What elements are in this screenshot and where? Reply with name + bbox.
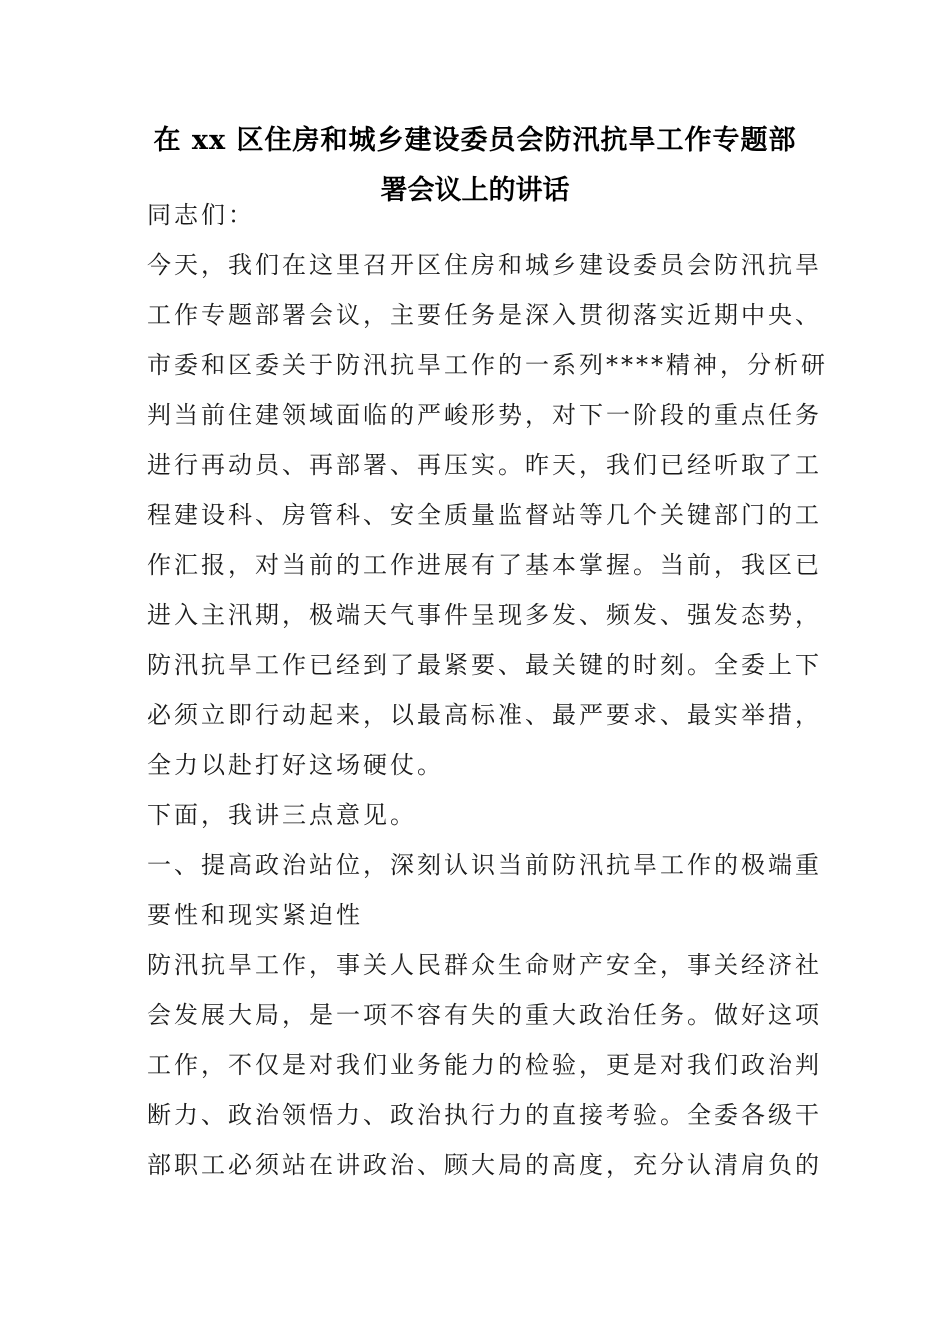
body-line: 必须立即行动起来，以最高标准、最严要求、最实举措， (147, 701, 822, 729)
body-line: 程建设科、房管科、安全质量监督站等几个关键部门的工 (147, 501, 822, 529)
body-line: 会发展大局，是一项不容有失的重大政治任务。做好这项 (147, 1001, 822, 1029)
body-line: 判当前住建领域面临的严峻形势，对下一阶段的重点任务 (147, 401, 822, 429)
salutation: 同志们： (147, 201, 255, 229)
body-line: 断力、政治领悟力、政治执行力的直接考验。全委各级干 (147, 1101, 822, 1129)
section-heading-line: 要性和现实紧迫性 (147, 901, 363, 929)
body-line: 全力以赴打好这场硬仗。 (147, 751, 444, 779)
body-line: 防汛抗旱工作已经到了最紧要、最关键的时刻。全委上下 (147, 651, 822, 679)
body-line: 下面，我讲三点意见。 (147, 801, 417, 829)
body-line: 进行再动员、再部署、再压实。昨天，我们已经听取了工 (147, 451, 822, 479)
body-line: 进入主汛期，极端天气事件呈现多发、频发、强发态势， (147, 601, 822, 629)
body-line: 今天，我们在这里召开区住房和城乡建设委员会防汛抗旱 (147, 251, 822, 279)
document-title-line-1: 在 xx 区住房和城乡建设委员会防汛抗旱工作专题部 (153, 125, 797, 156)
document-title-line-2: 署会议上的讲话 (380, 175, 570, 206)
body-line: 工作，不仅是对我们业务能力的检验，更是对我们政治判 (147, 1051, 822, 1079)
body-line: 部职工必须站在讲政治、顾大局的高度，充分认清肩负的 (147, 1151, 822, 1179)
body-line: 防汛抗旱工作，事关人民群众生命财产安全，事关经济社 (147, 951, 822, 979)
body-line: 市委和区委关于防汛抗旱工作的一系列****精神，分析研 (147, 351, 828, 379)
body-line: 作汇报，对当前的工作进展有了基本掌握。当前，我区已 (147, 551, 822, 579)
body-line: 工作专题部署会议，主要任务是深入贯彻落实近期中央、 (147, 301, 822, 329)
section-heading-line: 一、提高政治站位，深刻认识当前防汛抗旱工作的极端重 (147, 851, 822, 879)
